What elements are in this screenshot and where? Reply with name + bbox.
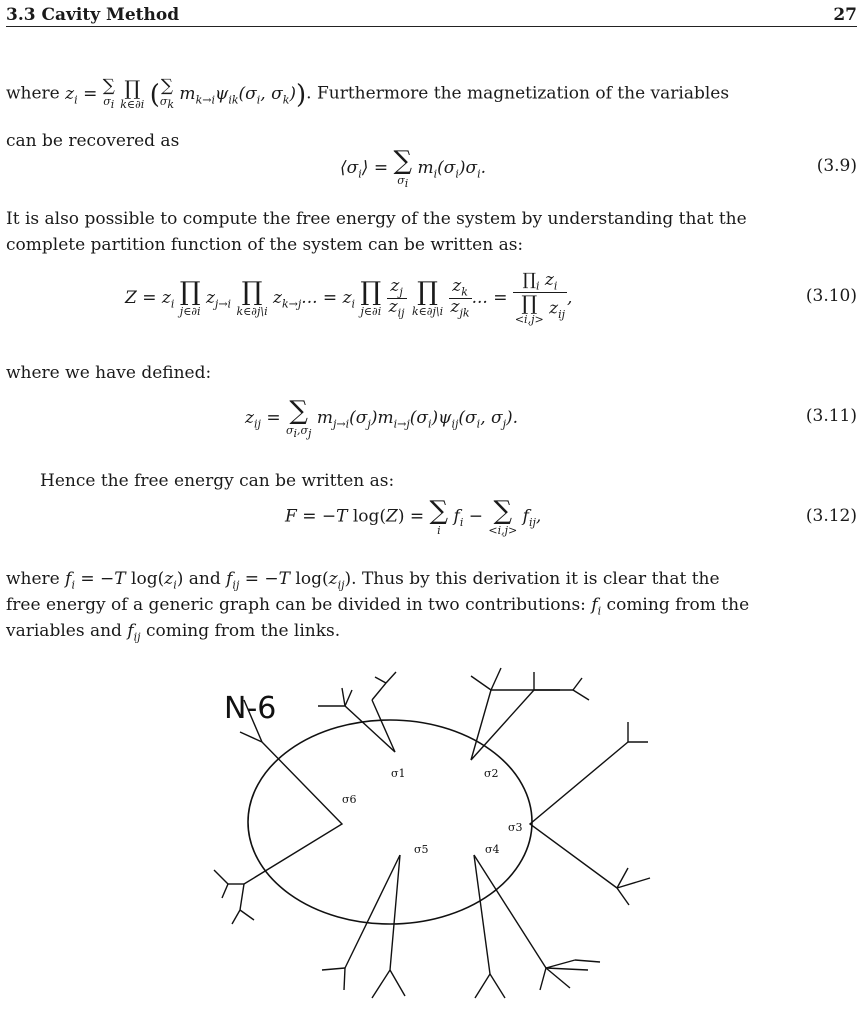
eq310-number: (3.10) — [805, 286, 857, 306]
para5-line3: variables and $f_{ij}$ coming from the links. — [6, 621, 341, 644]
node-sigma6: σ6 — [342, 793, 357, 806]
node-sigma1: σ1 — [391, 767, 406, 780]
eq39-expr: $⟨\sigma_i⟩$ = ∑ $\sigma_i$ $m_i(\sigma_i)\sigma_i$. — [340, 146, 487, 191]
para3: where we have defined: — [6, 363, 212, 383]
figure-label: N-6 — [224, 691, 277, 726]
cavity-ellipse — [248, 720, 532, 924]
node-sigma5: σ5 — [414, 843, 429, 856]
para1-line2: can be recovered as — [6, 131, 180, 151]
para5-line1: where $f_i = -T$ $\log(z_i)$ and $f_{ij} = -T$ $\log(z_{ij})$. Thus by this derivation it is clear that the — [6, 569, 720, 592]
para5-line2: free energy of a generic graph can be divided in two contributions: $f_i$ coming from the — [6, 595, 750, 618]
eq312-expr: F = −T log(Z) = ∑ i $f_i$ − ∑ <i,j> $f_{ij}$, — [285, 496, 542, 537]
node-sigma3: σ3 — [508, 821, 523, 834]
tree-branches — [214, 668, 650, 998]
eq311-number: (3.11) — [805, 406, 857, 426]
para2-line2: complete partition function of the system can be written as: — [6, 235, 524, 255]
node-sigma4: σ4 — [485, 843, 500, 856]
para1-lead: where — [6, 83, 60, 104]
section-title: 3.3 Cavity Method — [6, 5, 180, 25]
page-number: 27 — [833, 5, 857, 25]
para1-tail: . Furthermore the magnetization of the variables — [306, 83, 730, 104]
eq39-number: (3.9) — [816, 156, 857, 176]
eq311-expr: $z_{ij}$ = ∑ $\sigma_i,\sigma_j$ $m_{j\to i}(\sigma_j)m_{i\to j}(\sigma_i)\psi_{ij}(\sigma_i$, $\sigma_j$). — [245, 396, 519, 441]
node-sigma2: σ2 — [484, 767, 499, 780]
para4: Hence the free energy can be written as: — [40, 471, 395, 491]
inline-zi-formula: $z_i$ = ∑ $\sigma_i$ ∏ k∈∂i ( ∑ $\sigma_k$ $m_{k\to i}\psi_{ik}(\sigma_i$, $\sigma_k$)) — [65, 76, 307, 112]
para2-line1: It is also possible to compute the free energy of the system by understanding that the — [6, 209, 747, 229]
eq312-number: (3.12) — [805, 506, 857, 526]
eq310-expr: $Z = z_i$ ∏ j∈∂i $z_{j\to i}$ ∏ k∈∂j\i $z_{k\to j}$... = $z_i$ ∏ j∈∂i $\frac{z_j}{z_{ij}}$ ∏ k∈∂j\i $\frac{z_k}{z_{jk}}$ ... = $\prod_i$ $z_i$ ∏ <i,j> $z_{ij}$ , — [125, 270, 573, 326]
